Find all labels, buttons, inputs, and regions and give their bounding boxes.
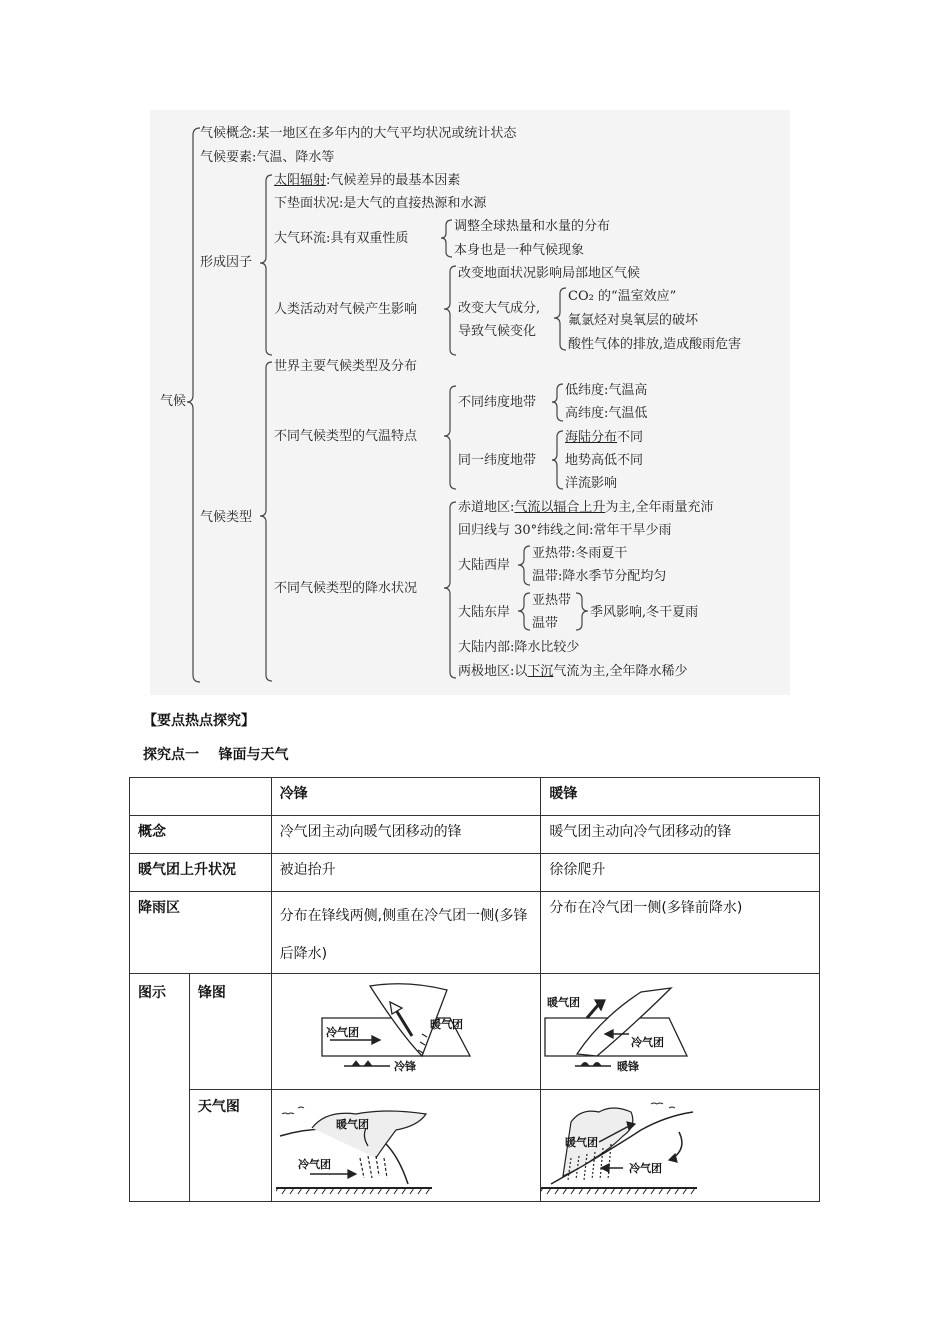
polar-c: 气流为主,全年降水稀少 (553, 664, 688, 679)
factor-human: 人类活动对气候产生影响 (274, 302, 418, 317)
same-latitude-label: 同一纬度地带 (458, 453, 537, 468)
terrain: 地势高低不同 (565, 453, 644, 468)
cold-rise: 被迫抬升 (271, 854, 541, 892)
polar-region (458, 664, 688, 680)
low-latitude: 低纬度:气温高 (565, 383, 648, 398)
same-latitude (458, 453, 536, 469)
equator-c: 为主,全年雨量充沛 (605, 500, 714, 515)
east-coast: 大陆东岸 (458, 605, 511, 620)
header-cold-front: 冷锋 (271, 778, 541, 816)
row-label-concept: 概念 (130, 816, 272, 854)
precip-features: 不同气候类型的降水状况 (274, 581, 418, 596)
human-effect-2b: 导致气候变化 (458, 324, 537, 339)
weather-diagram-label: 天气图 (189, 1090, 271, 1202)
monsoon: 季风影响,冬干夏雨 (590, 605, 699, 620)
types-label: 气候类型 (200, 510, 253, 525)
cold-concept: 冷气团主动向暖气团移动的锋 (271, 816, 541, 854)
cold-air-label-3: 冷气团 (297, 1158, 331, 1171)
row-label-rise: 暖气团上升状况 (130, 854, 272, 892)
world-types: 世界主要气候类型及分布 (274, 359, 418, 374)
equator-region (458, 500, 714, 516)
circulation-role-1: 调整全球热量和水量的分布 (454, 219, 611, 234)
subsection-title: 探究点一 锋面与天气 (143, 747, 289, 763)
land-sea-key: 海陆分布 (565, 430, 618, 445)
cold-front-diagram-cell (271, 974, 541, 1090)
polar-b: 下沉 (527, 664, 554, 679)
co2-effect: CO₂ 的“温室效应” (568, 289, 677, 304)
warm-air-label-2: 暖气团 (547, 996, 581, 1009)
corner-cell (130, 778, 272, 816)
cold-air-label-1: 冷气团 (325, 1026, 359, 1039)
ocean-current: 洋流影响 (565, 476, 618, 491)
header-warm-front: 暖锋 (541, 778, 820, 816)
row-label-rain: 降雨区 (130, 892, 272, 974)
polar-a: 两极地区:以 (458, 664, 528, 679)
warm-weather-diagram-cell (541, 1090, 820, 1202)
factor-solar-desc: :气候差异的最基本因素 (326, 173, 461, 188)
tropic-region: 回归线与 30°纬线之间:常年干旱少雨 (458, 523, 672, 538)
factor-solar (274, 173, 460, 189)
circulation-role-2: 本身也是一种气候现象 (454, 243, 585, 258)
warm-air-label-1: 暖气团 (429, 1018, 463, 1031)
warm-rain: 分布在冷气团一侧(多锋前降水) (541, 892, 820, 974)
diff-latitude: 不同纬度地带 (458, 395, 537, 410)
warm-front-label: 暖锋 (617, 1060, 640, 1073)
warm-air-label-3: 暖气团 (335, 1118, 369, 1131)
section-title: 【要点热点探究】 (143, 713, 255, 729)
equator-a: 赤道地区: (458, 500, 515, 515)
warm-front-diagram-cell (541, 974, 820, 1090)
root-label: 气候 (160, 394, 187, 409)
front-diagram-label: 锋图 (189, 974, 271, 1090)
cold-front-label: 冷锋 (393, 1060, 416, 1073)
human-effect-1: 改变地面状况影响局部地区气候 (458, 266, 641, 281)
cold-weather-diagram-cell (271, 1090, 541, 1202)
factors-label: 形成因子 (200, 255, 253, 270)
factor-surface: 下垫面状况:是大气的直接热源和水源 (274, 196, 487, 211)
cold-air-label-4: 冷气团 (629, 1162, 663, 1175)
factor-solar-key: 太阳辐射 (274, 173, 327, 188)
climate-elements: 气候要素:气温、降水等 (200, 150, 335, 165)
factor-circulation: 大气环流:具有双重性质 (274, 231, 409, 246)
cold-front-diagram (312, 978, 492, 1078)
east-subtropic: 亚热带 (532, 593, 572, 608)
interior: 大陆内部:降水比较少 (458, 640, 580, 655)
west-temperate: 温带:降水季节分配均匀 (532, 569, 667, 584)
land-sea (565, 430, 643, 446)
warm-weather-diagram (541, 1096, 701, 1200)
temp-features: 不同气候类型的气温特点 (274, 429, 418, 444)
front-comparison-table (129, 777, 820, 1202)
row-label-diagram: 图示 (130, 974, 190, 1202)
west-coast: 大陆西岸 (458, 558, 511, 573)
equator-b: 气流以辐合上升 (514, 500, 606, 515)
cold-weather-diagram (276, 1096, 436, 1200)
warm-concept: 暖气团主动向冷气团移动的锋 (541, 816, 820, 854)
warm-rise: 徐徐爬升 (541, 854, 820, 892)
high-latitude: 高纬度:气温低 (565, 406, 648, 421)
warm-front-diagram (541, 978, 721, 1078)
human-effect-2a: 改变大气成分, (458, 301, 541, 316)
cfc-effect: 氟氯烃对臭氧层的破坏 (568, 313, 699, 328)
land-sea-rest: 不同 (617, 430, 644, 445)
cold-air-label-2: 冷气团 (631, 1036, 665, 1049)
climate-concept: 气候概念:某一地区在多年内的大气平均状况或统计状态 (200, 126, 517, 141)
cold-rain: 分布在锋线两侧,侧重在冷气团一侧(多锋后降水) (271, 892, 541, 974)
acid-effect: 酸性气体的排放,造成酸雨危害 (568, 337, 742, 352)
warm-air-label-4: 暖气团 (565, 1136, 599, 1149)
west-subtropic: 亚热带:冬雨夏干 (532, 546, 628, 561)
east-temperate: 温带 (532, 616, 559, 631)
